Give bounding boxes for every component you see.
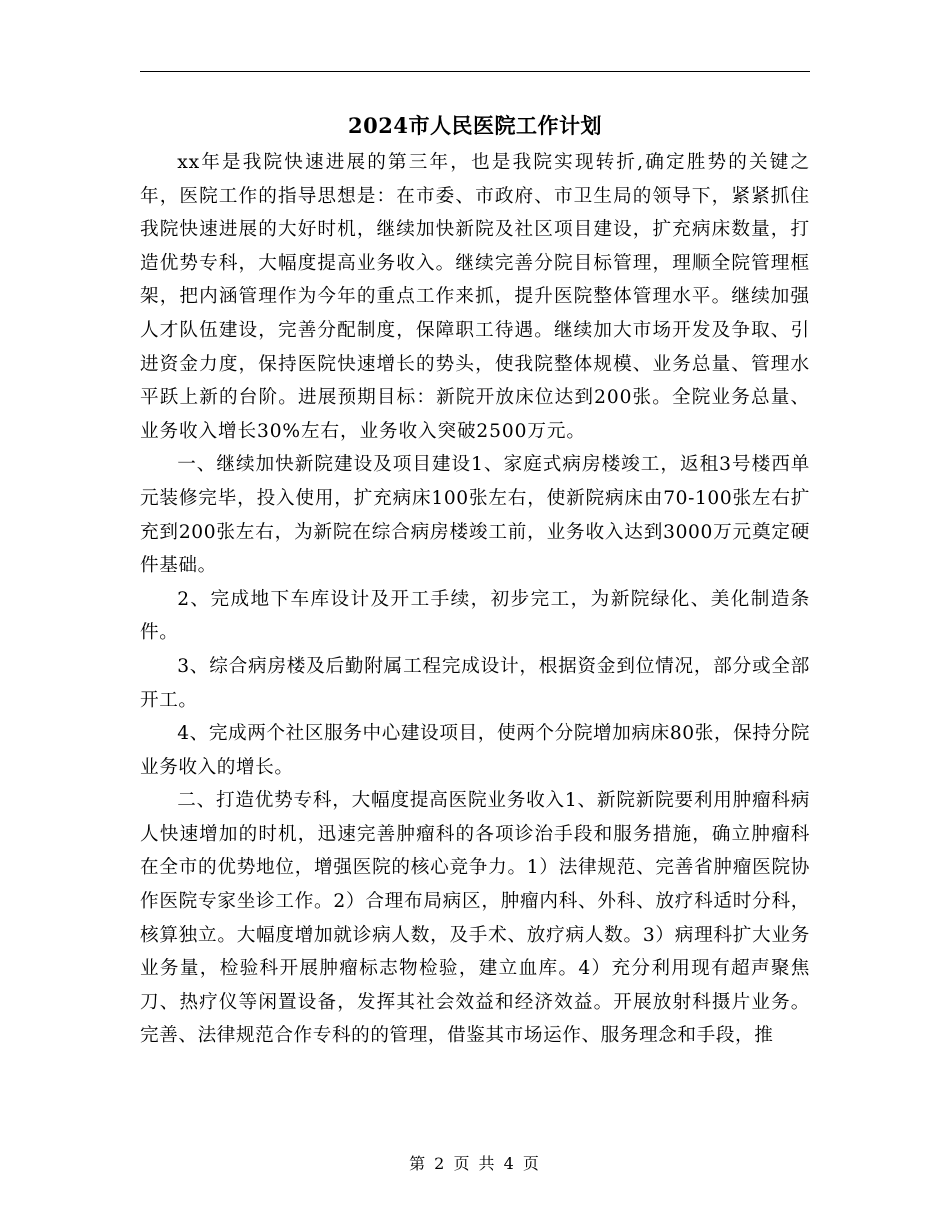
header-rule — [140, 71, 810, 72]
paragraph-item-2: 2、完成地下车库设计及开工手续，初步完工，为新院绿化、美化制造条件。 — [140, 588, 810, 644]
paragraph-item-4: 4、完成两个社区服务中心建设项目，使两个分院增加病床80张，保持分院业务收入的增长。 — [140, 723, 810, 778]
document-title: 2024市人民医院工作计划 — [348, 113, 602, 138]
paragraph-item-3: 3、综合病房楼及后勤附属工程完成设计，根据资金到位情况，部分或全部开工。 — [140, 655, 810, 711]
paragraph-section-2: 二、打造优势专科，大幅度提高医院业务收入1、新院新院要利用肿瘤科病人快速增加的时机，迅速完善肿瘤科的各项诊治手段和服务措施，确立肿瘤科在全市的优势地位，增强医院的核心竞争力。1）法律规范、完善省肿瘤医院协作医院专家坐诊工作。2）合理布局病区，肿瘤内科、外科、放疗科适时分科，核算独立。大幅度增加就诊病人数，及手术、放疗病人数。3）病理科扩大业务业务量，检验科开展肿瘤标志物检验，建立血库。4）充分利用现有超声聚焦刀、热疗仪等闲置设备，发挥其社会效益和经济效益。开展放射科摄片业务。完善、法律规范合作专科的的管理，借鉴其市场运作、服务理念和手段，推 — [140, 790, 810, 1047]
paragraph-section-1: 一、继续加快新院建设及项目建设1、家庭式病房楼竣工，返租3号楼西单元装修完毕，投入使用，扩充病床100张左右，使新院病床由70-100张左右扩充到200张左右，为新院在综合病房楼竣工前，业务收入达到3000万元奠定硬件基础。 — [140, 454, 810, 577]
page-number-footer: 第 2 页 共 4 页 — [409, 1154, 541, 1173]
paragraph-guiding-ideology: xx年是我院快速进展的第三年，也是我院实现转折,确定胜势的关键之年，医院工作的指导思想是：在市委、市政府、市卫生局的领导下，紧紧抓住我院快速进展的大好时机，继续加快新院及社区项目建设，扩充病床数量，打造优势专科，大幅度提高业务收入。继续完善分院目标管理，理顺全院管理框架，把内涵管理作为今年的重点工作来抓，提升医院整体管理水平。继续加强人才队伍建设，完善分配制度，保障职工待遇。继续加大市场开发及争取、引进资金力度，保持医院快速增长的势头，使我院整体规模、业务总量、管理水平跃上新的台阶。进展预期目标：新院开放床位达到200张。全院业务总量、业务收入增长30%左右，业务收入突破2500万元。 — [140, 152, 810, 442]
document-body — [140, 146, 810, 1053]
